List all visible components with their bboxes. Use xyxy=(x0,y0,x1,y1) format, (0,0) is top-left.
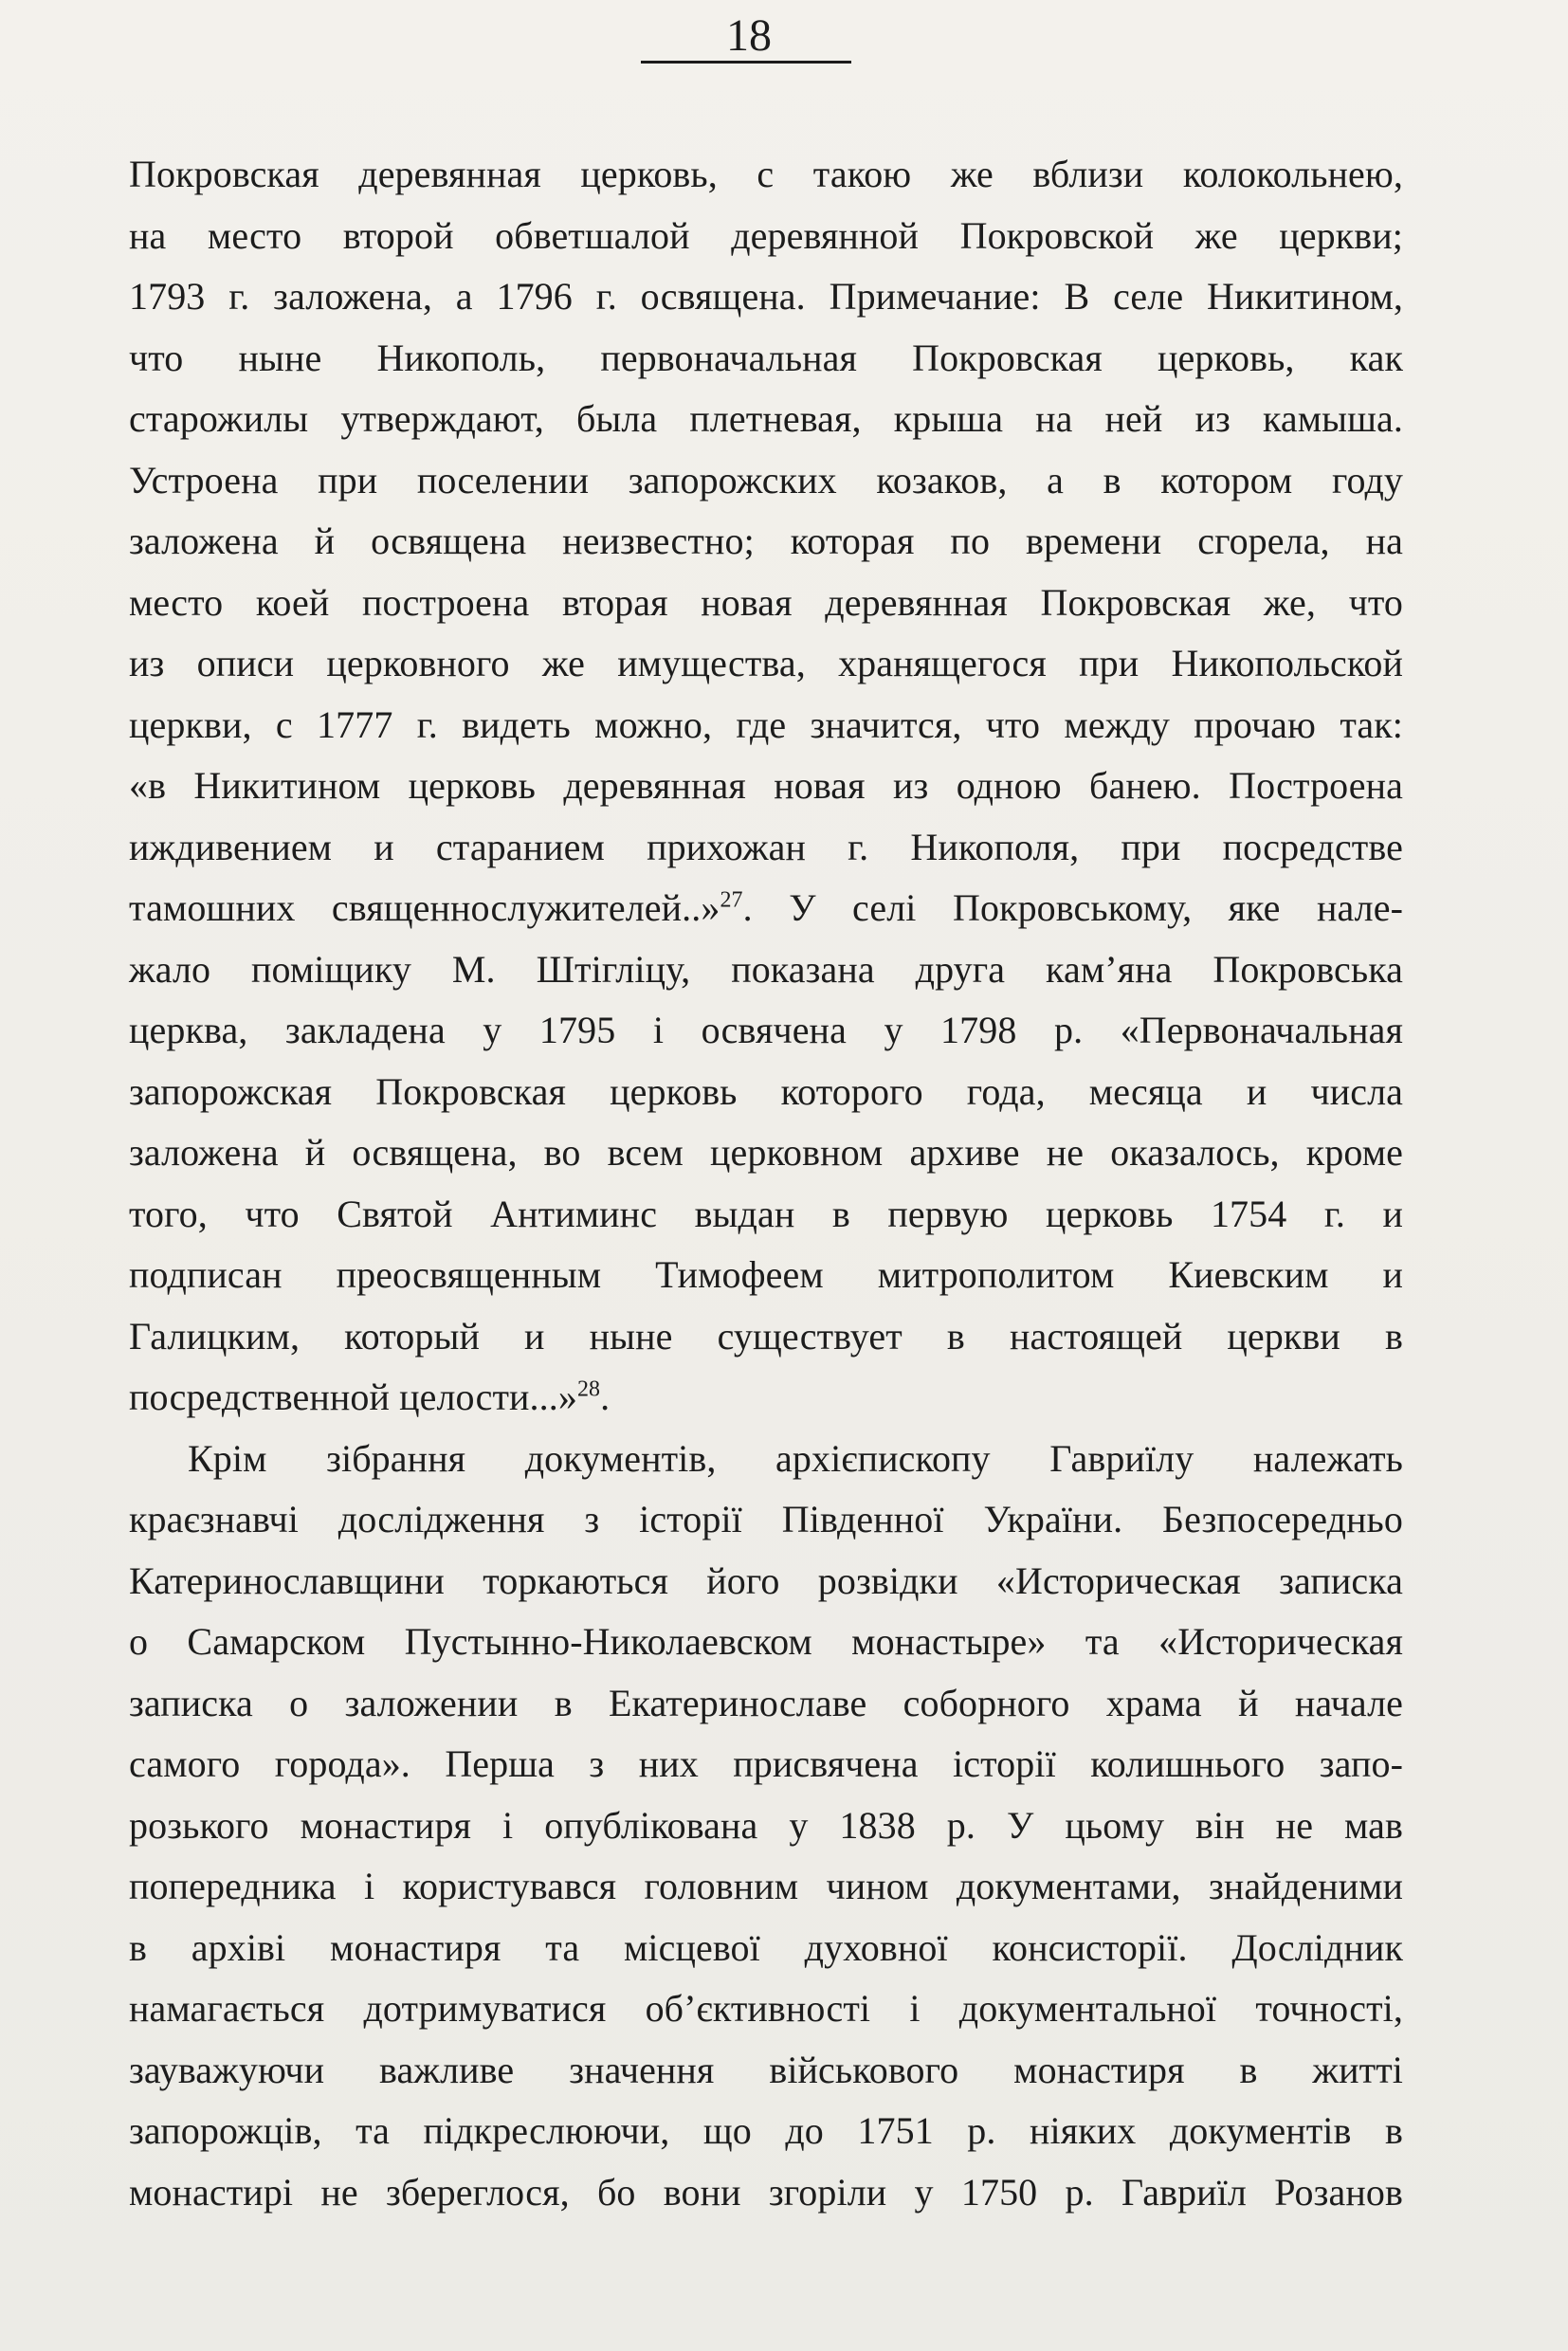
text-line: заложена й освящена неизвестно; которая по времени сгорела, на xyxy=(129,519,1403,562)
text-line: Покровская деревянная церковь, с такою же вблизи колокольнею, xyxy=(129,153,1403,195)
text-line: заложена й освящена, во всем церковном архиве не оказалось, кроме xyxy=(129,1131,1403,1174)
text-line: о Самарском Пустынно-Николаевском монастыре» та «Историческая xyxy=(129,1620,1403,1663)
text-line: Устроена при поселении запорожских козаков, а в котором году xyxy=(129,458,1403,501)
text-line: того, что Святой Антиминс выдан в первую церковь 1754 г. и xyxy=(129,1192,1403,1235)
text-line: запорожская Покровская церковь которого года, месяца и числа xyxy=(129,1069,1403,1113)
paragraph-first-line: Крім зібрання документів, архієпископу Гавриїлу належать xyxy=(188,1436,1403,1480)
text-line: 1793 г. заложена, а 1796 г. освящена. Примечание: В селе Никитином, xyxy=(129,275,1403,318)
text-line: подписан преосвященным Тимофеем митрополитом Киевским и xyxy=(129,1253,1403,1296)
text-line-with-footnote xyxy=(129,1367,1403,1429)
text-line: Галицким, который и ныне существует в настоящей церкви в xyxy=(129,1314,1403,1358)
text-line: жало поміщику М. Штігліцу, показана друга кам’яна Покровська xyxy=(129,947,1403,991)
page-number: 18 xyxy=(726,10,772,61)
text-line: иждивением и старанием прихожан г. Никополя, при посредстве xyxy=(129,825,1403,868)
line-text: . xyxy=(600,1376,611,1418)
text-line: церкви, с 1777 г. видеть можно, где значится, что между прочаю так: xyxy=(129,702,1403,746)
page-number-rule xyxy=(641,61,851,64)
line-text: посредственной целости...» xyxy=(129,1376,577,1418)
text-line: «в Никитином церковь деревянная новая из одною банею. Построена xyxy=(129,764,1403,807)
text-line: Катеринославщини торкаються його розвідки «Историческая записка xyxy=(129,1558,1403,1602)
text-line: самого города». Перша з них присвячена історії колишнього запо- xyxy=(129,1742,1403,1785)
text-line: церква, закладена у 1795 і освячена у 1798 р. «Первоначальная xyxy=(129,1009,1403,1051)
footnote-ref-28: 28 xyxy=(576,1376,601,1402)
text-line: из описи церковного же имущества, хранящегося при Никопольской xyxy=(129,642,1403,684)
text-line: старожилы утверждают, была плетневая, крыша на ней из камыша. xyxy=(129,397,1403,440)
text-line: попередника і користувався головним чином документами, знайденими xyxy=(129,1865,1403,1907)
text-line: краєзнавчі дослідження з історії Південної України. Безпосередньо xyxy=(129,1498,1403,1540)
text-line: монастирі не збереглося, бо вони згоріли у 1750 р. Гавриїл Розанов xyxy=(129,2170,1403,2214)
body-text xyxy=(129,144,1403,2223)
line-text: . У селі Покровському, яке нале- xyxy=(742,886,1403,929)
text-line: что ныне Никополь, первоначальная Покровская церковь, как xyxy=(129,336,1403,379)
text-line: зауважуючи важливе значення військового монастиря в житті xyxy=(129,2048,1403,2091)
footnote-ref-27: 27 xyxy=(720,887,743,913)
text-line: записка о заложении в Екатеринославе соборного храма й начале xyxy=(129,1681,1403,1724)
text-line: на место второй обветшалой деревянной Покровской же церкви; xyxy=(129,213,1403,257)
line-text: тамошних священнослужителей..» xyxy=(129,886,720,929)
text-line-with-footnote xyxy=(129,878,1403,939)
text-line: запорожців, та підкреслюючи, що до 1751 р. ніяких документів в xyxy=(129,2109,1403,2152)
text-line: намагається дотримуватися об’єктивності і документальної точності, xyxy=(129,1987,1403,2030)
text-line: место коей построена вторая новая деревянная Покровская же, что xyxy=(129,580,1403,624)
text-line: розького монастиря і опублікована у 1838 р. У цьому він не мав xyxy=(129,1803,1403,1847)
text-line: в архіві монастиря та місцевої духовної консисторії. Дослідник xyxy=(129,1925,1403,1969)
